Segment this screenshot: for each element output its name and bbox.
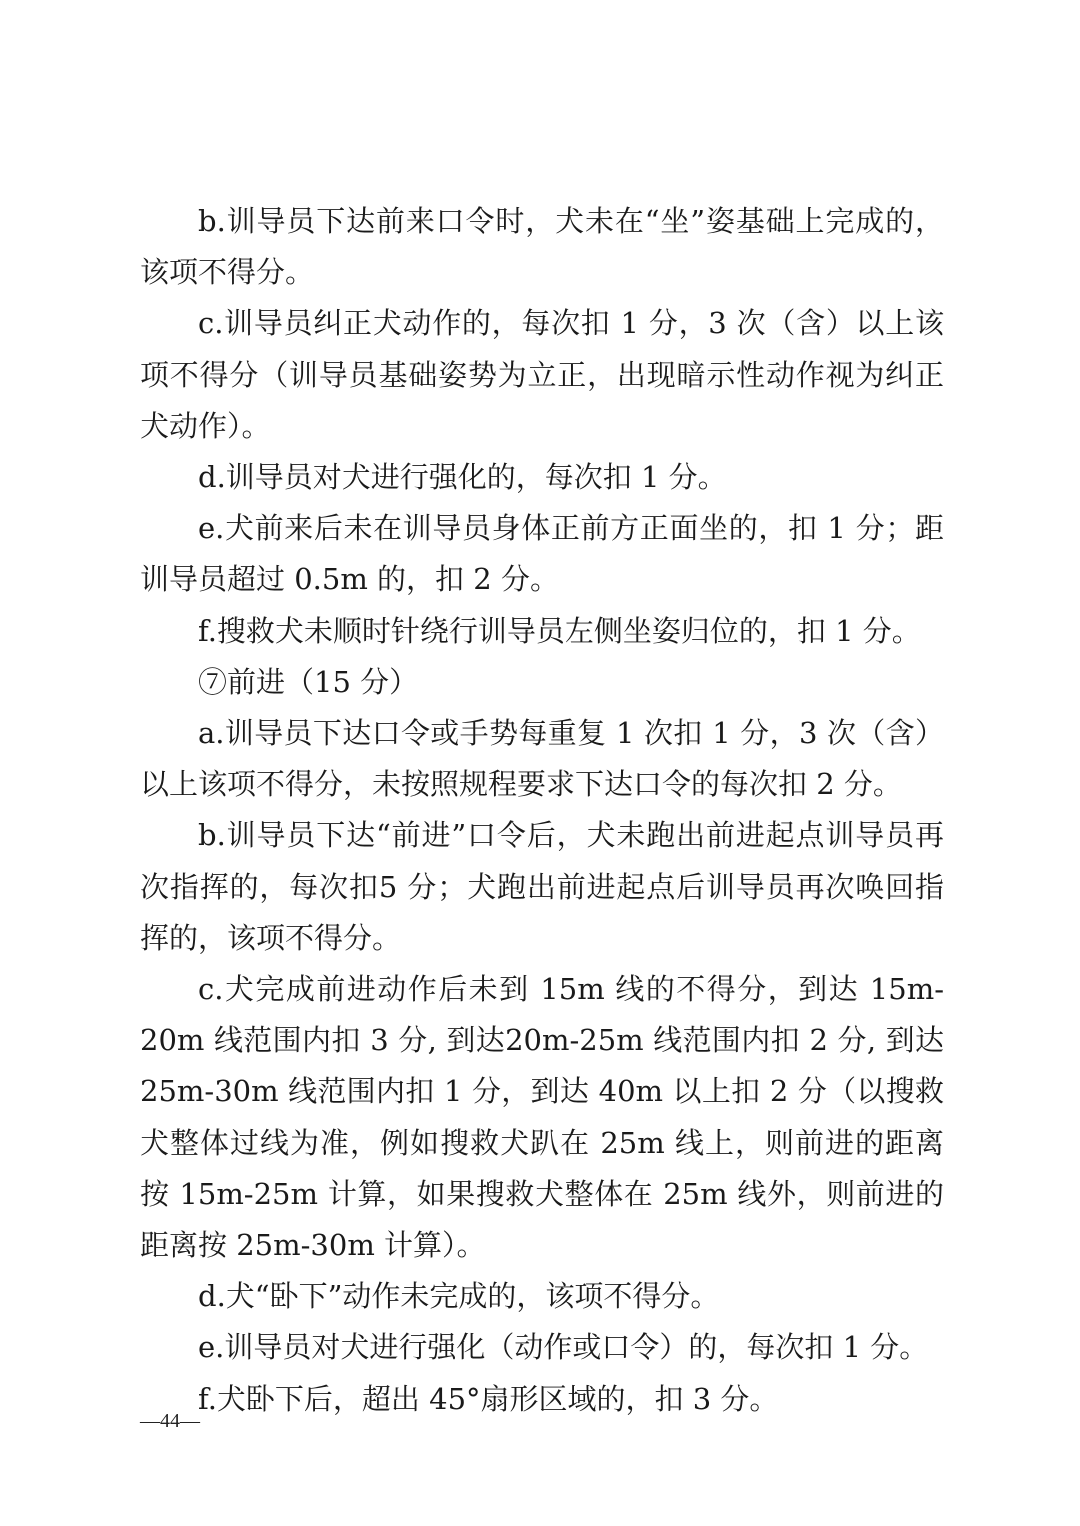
- body-text: [140, 196, 944, 1425]
- paragraph-d-reinforcement: d.训导员对犬进行强化的，每次扣 1 分。: [198, 460, 727, 495]
- page-number: —44—: [140, 1410, 200, 1432]
- paragraph-f-return: f.搜救犬未顺时针绕行训导员左侧坐姿归位的，扣 1 分。: [198, 613, 921, 648]
- paragraph-c-correction: c.训导员纠正犬动作的，每次扣 1 分，3 次（含）以上该项不得分（训导员基础姿势为立正，出现暗示性动作视为纠正犬动作）。: [140, 306, 944, 443]
- paragraph-a-repeat-command: a.训导员下达口令或手势每重复 1 次扣 1 分，3 次（含）以上该项不得分，未按照规程要求下达口令的每次扣 2 分。: [140, 716, 944, 802]
- paragraph-f-sector: f.犬卧下后，超出 45°扇形区域的，扣 3 分。: [198, 1381, 779, 1416]
- paragraph-b-come-command: b.训导员下达前来口令时，犬未在“坐”姿基础上完成的，该项不得分。: [140, 204, 944, 290]
- paragraph-e-sit-position: e.犬前来后未在训导员身体正前方正面坐的，扣 1 分；距训导员超过 0.5m 的，扣 2 分。: [140, 511, 944, 597]
- section-heading-forward: ⑦前进（15 分）: [198, 664, 419, 699]
- paragraph-b-forward-command: b.训导员下达“前进”口令后，犬未跑出前进起点训导员再次指挥的，每次扣5 分；犬跑出前进起点后训导员再次唤回指挥的，该项不得分。: [140, 818, 944, 955]
- paragraph-c-distance: c.犬完成前进动作后未到 15m 线的不得分，到达 15m-20m 线范围内扣 3 分, 到达20m-25m 线范围内扣 2 分, 到达25m-30m 线范围内扣 1 分，到达 40m 以上扣 2 分（以搜救犬整体过线为准，例如搜救犬趴在 25m 线上，则前进的距离按 15m-25m 计算，如果搜救犬整体在 25m 线外，则前进的距离按 25m-30m 计算）。: [140, 972, 944, 1263]
- paragraph-d-down: d.犬“卧下”动作未完成的，该项不得分。: [198, 1279, 720, 1314]
- paragraph-e-reinforcement: e.训导员对犬进行强化（动作或口令）的，每次扣 1 分。: [198, 1330, 929, 1365]
